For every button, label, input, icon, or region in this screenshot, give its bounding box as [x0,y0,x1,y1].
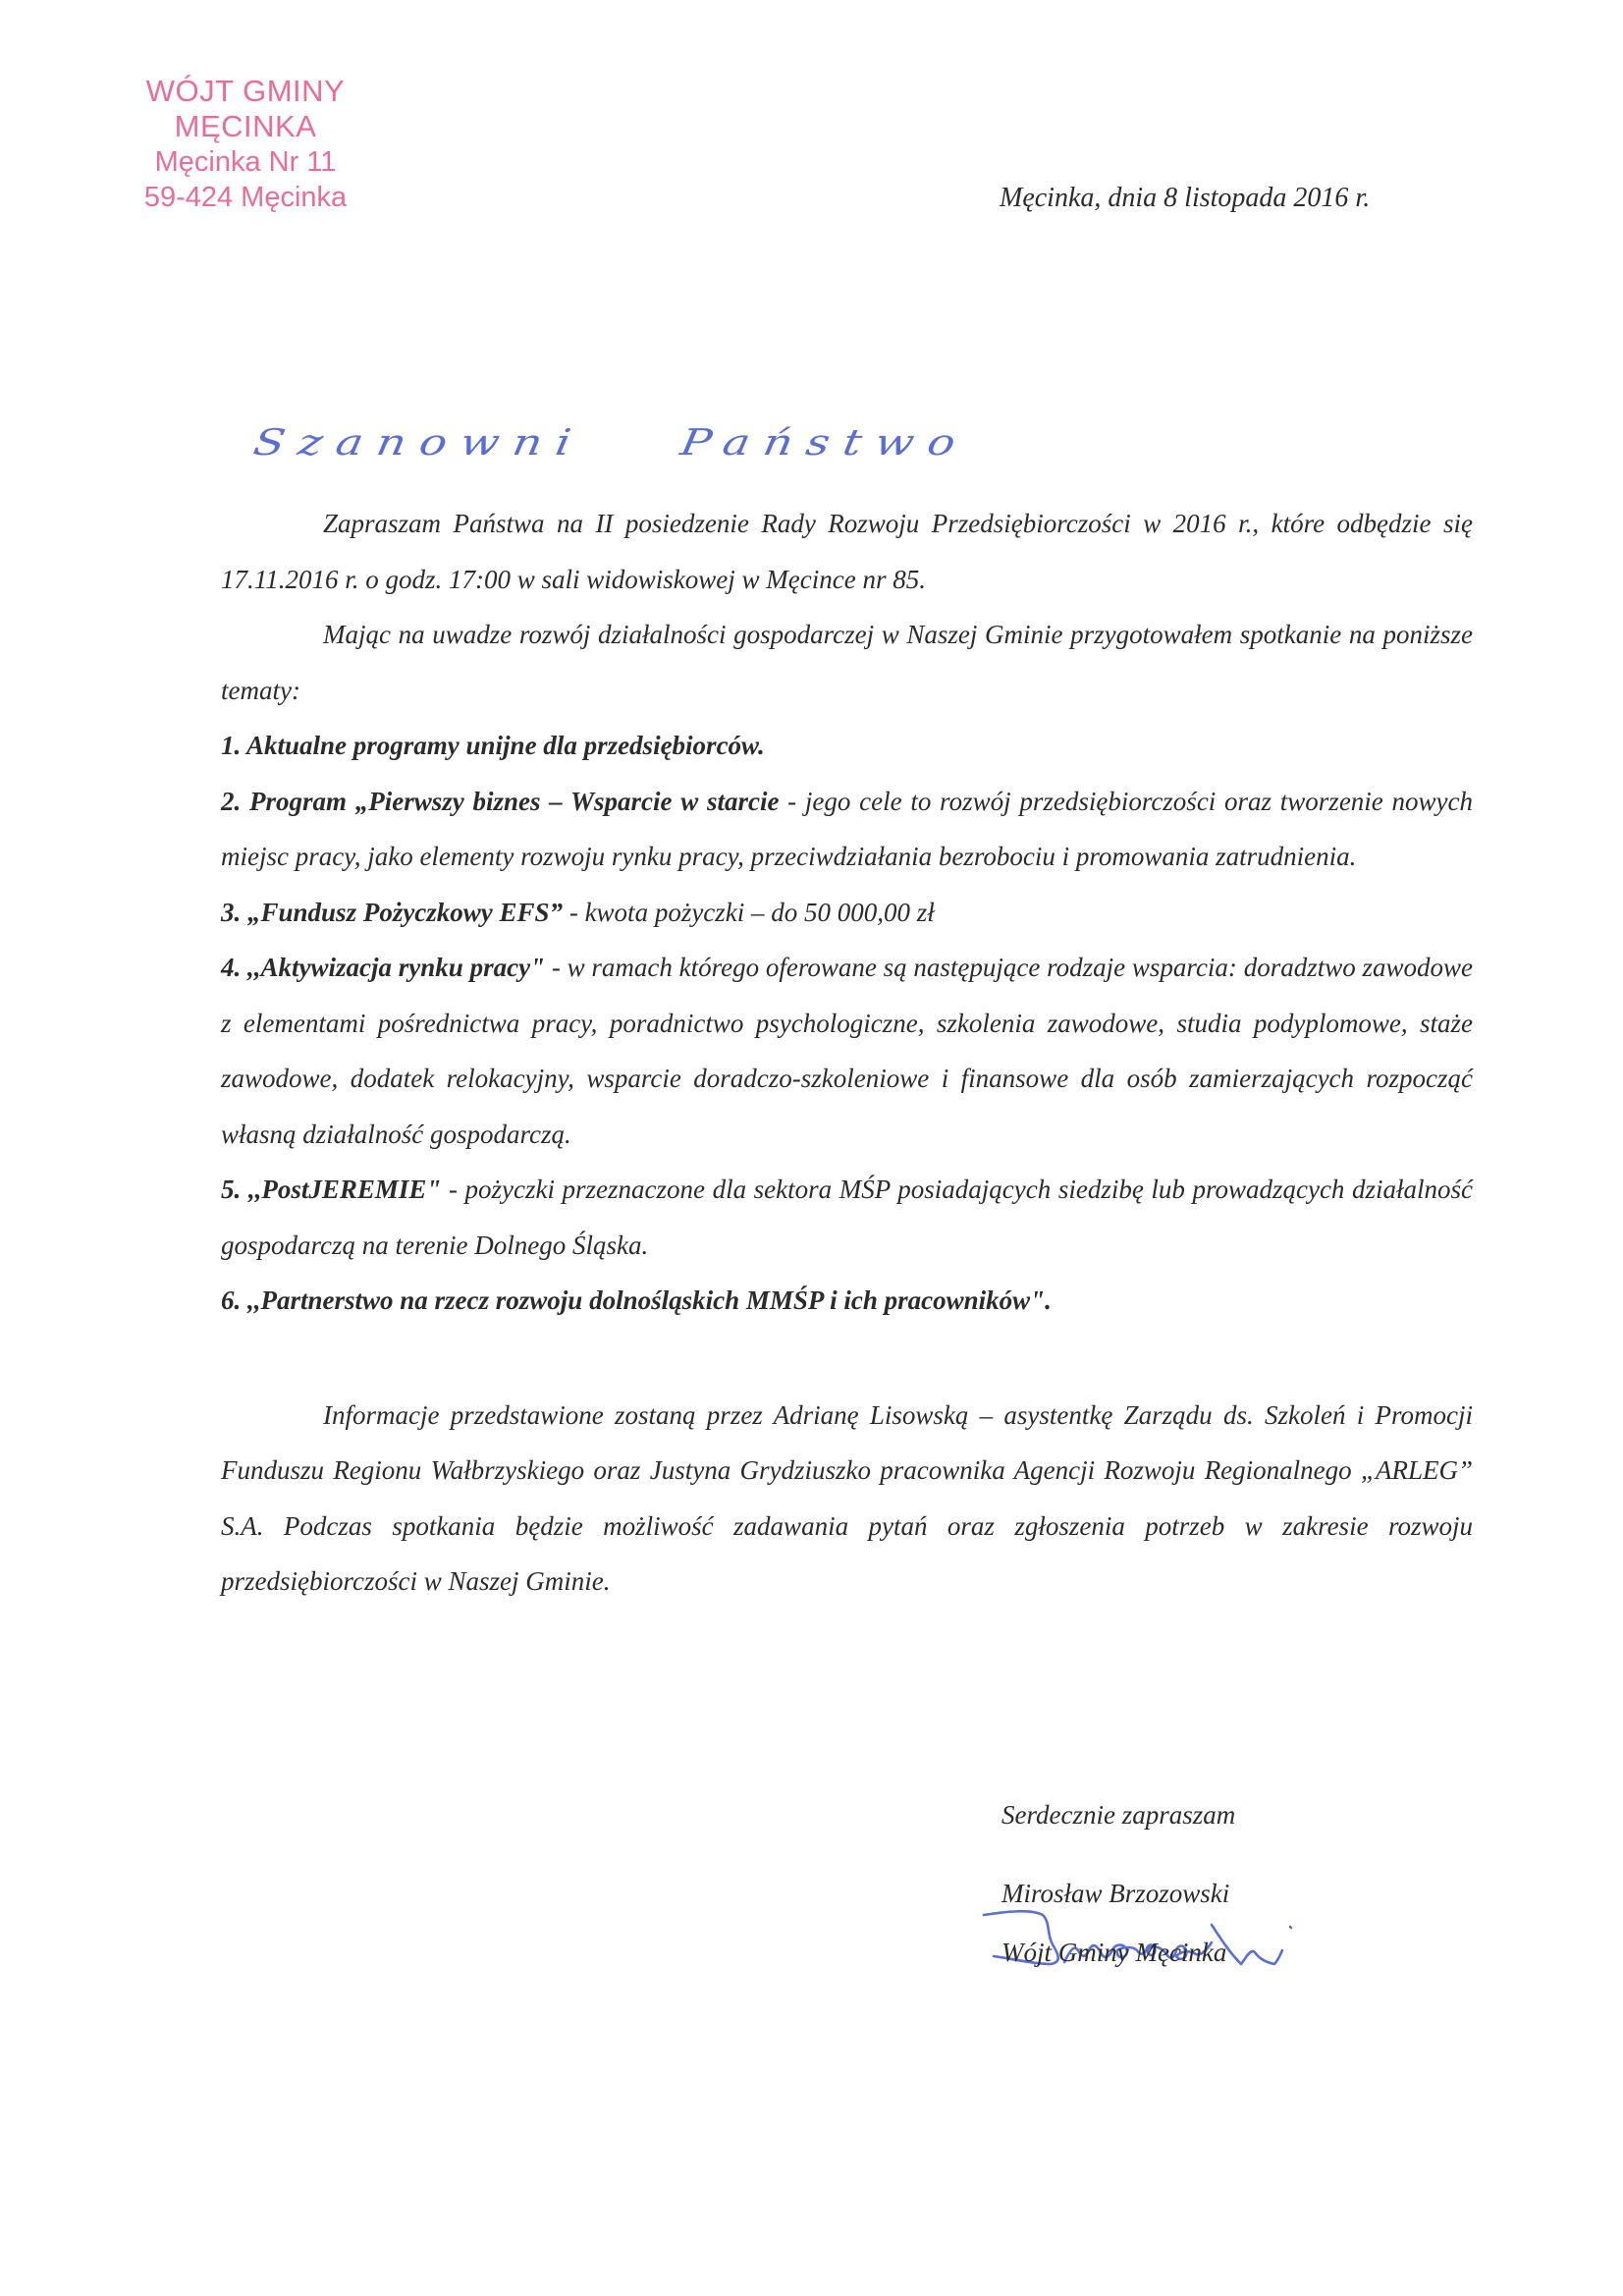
office-stamp [79,74,412,215]
date-line: Męcinka, dnia 8 listopada 2016 r. [1000,183,1371,213]
topic-title: 1. Aktualne programy unijne dla przedsiębiorców. [221,731,765,760]
topic-description: - w ramach którego oferowane są następujące rodzaje wsparcia: doradztwo zawodowe z elementami pośrednictwa pracy, poradnictwo psychologiczne, szkolenia zawodowe, studia podyplomowe, staże zawodowe, dodatek relokacyjny, wsparcie doradczo-szkoleniowe i finansowe dla osób zamierzających rozpocząć własną działalność gospodarczą. [221,953,1473,1149]
topic-description: - jego cele to rozwój przedsiębiorczości oraz tworzenie nowych miejsc pracy, jako elementy rozwoju rynku pracy, przeciwdziałania bezrobociu i promowania zatrudnienia. [221,786,1474,871]
signatory-name: Mirosław Brzozowski [1001,1879,1230,1908]
invitation-paragraph: Zapraszam Państwa na II posiedzenie Rady Rozwoju Przedsiębiorczości w 2016 r., które odbędzie się 17.11.2016 r. o godz. 17:00 w sali widowiskowej w Męcince nr 85. [221,509,1473,594]
topic-item [221,940,1473,1162]
signatory-role: Wójt Gminy Męcinka [1001,1938,1227,1967]
stamp-line-3: 59-424 Męcinka [143,182,348,213]
handwritten-greeting-text: Szanowni Państwo [250,420,973,464]
info-paragraph: Informacje przedstawione zostaną przez Adrianę Lisowską – asystentkę Zarządu ds. Szkoleń i Promocji Funduszu Regionu Wałbrzyskiego oraz Justyna Grydziuszko pracownika Agencji Rozwoju Regionalnego „ARLEG” S.A. Podczas spotkania będzie możliwość zadawania pytań oraz zgłoszenia potrzeb w zakresie rozwoju przedsiębiorczości w Naszej Gminie. [221,1399,1473,1596]
closing-farewell: Serdecznie zapraszam [1001,1800,1236,1830]
topics-intro-paragraph: Mając na uwadze rozwój działalności gospodarczej w Naszej Gminie przygotowałem spotkanie na poniższe tematy: [221,620,1473,705]
letter-body [221,496,1473,1610]
handwritten-greeting [250,410,973,489]
topic-item [221,718,1473,774]
topic-description: - kwota pożyczki – do 50 000,00 zł [563,897,935,927]
topic-item [221,885,1473,941]
paragraph-gap [221,1329,1473,1388]
topic-title: 2. Program „Pierwszy biznes – Wsparcie w starcie [221,786,780,816]
topic-item [221,1162,1473,1273]
stamp-line-1: WÓJT GMINY MĘCINKA [145,74,346,143]
topic-item [221,1273,1473,1329]
topic-item [221,774,1473,885]
topic-title: 3. „Fundusz Pożyczkowy EFS” [221,897,564,927]
topic-description: - pożyczki przeznaczone dla sektora MŚP posiadających siedzibę lub prowadzących działalność gospodarczą na terenie Dolnego Śląska. [221,1175,1473,1260]
topic-title: 4. ,,Aktywizacja rynku pracy" [221,953,546,982]
topic-title: 5. ,,PostJEREMIE" [221,1175,442,1204]
stamp-line-2: Męcinka Nr 11 [154,146,337,178]
topic-title: 6. ,,Partnerstwo na rzecz rozwoju dolnośląskich MMŚP i ich pracowników". [221,1285,1052,1315]
